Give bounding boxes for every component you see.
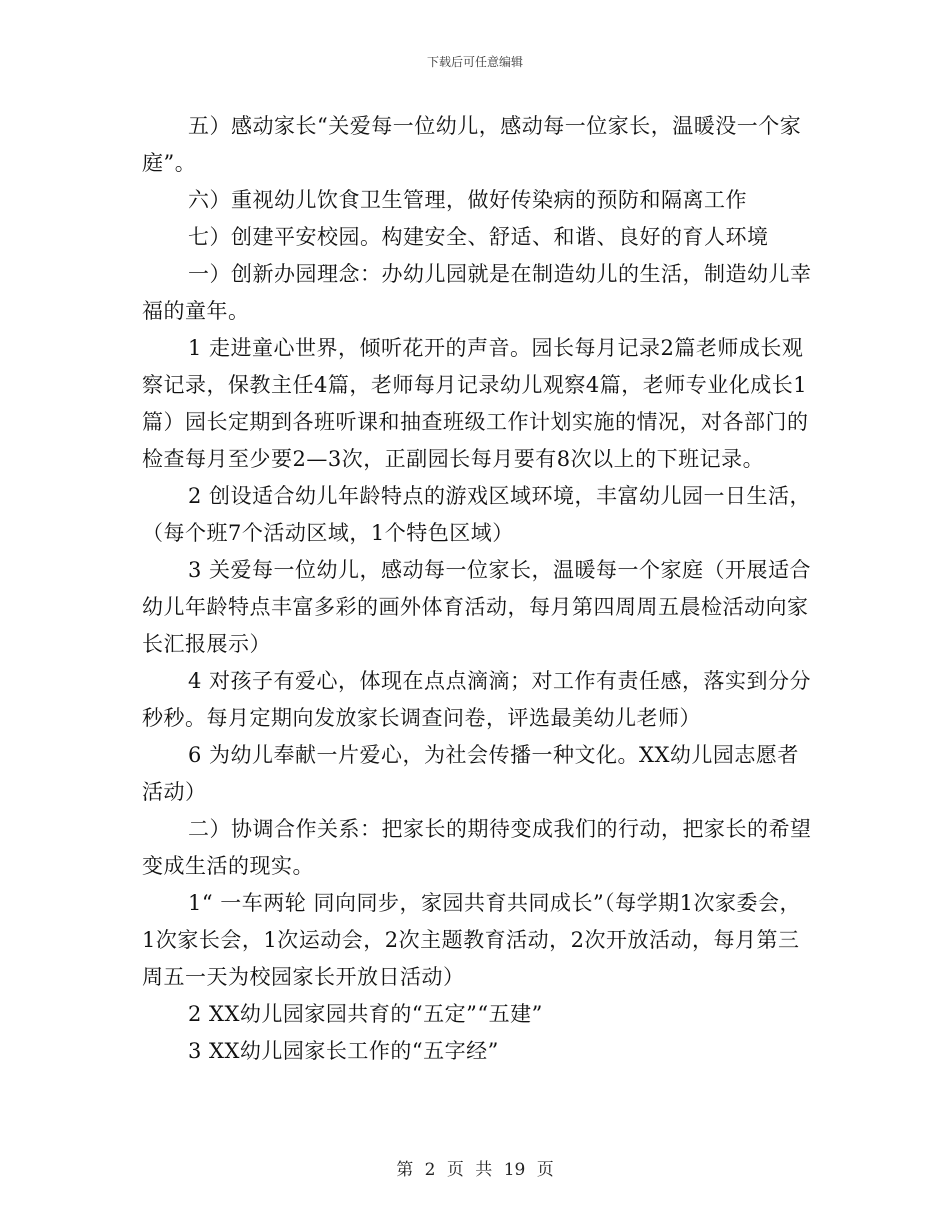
paragraph: 六）重视幼儿饮食卫生管理，做好传染病的预防和隔离工作: [188, 188, 747, 212]
paragraph: 五）感动家长“关爱每一位幼儿，感动每一位家长，温暖没一个家庭”。: [142, 114, 802, 175]
paragraph: 4 对孩子有爱心，体现在点点滴滴；对工作有责任感，落实到分分秒秒。每月定期向发放家长调查问卷，评选最美幼儿老师）: [142, 669, 812, 730]
paragraph: 一）创新办园理念：办幼儿园就是在制造幼儿的生活，制造幼儿幸福的童年。: [142, 262, 812, 323]
page-header-note: 下载后可任意编辑: [426, 55, 523, 69]
document-body: [142, 108, 812, 1070]
paragraph: 七）创建平安校园。构建安全、舒适、和谐、良好的育人环境: [188, 225, 769, 249]
paragraph: 1“ 一车两轮 同向同步，家园共育共同成长”（每学期1次家委会，1次家长会，1次运动会，2次主题教育活动，2次开放活动，每月第三周五一天为校园家长开放日活动）: [142, 891, 802, 989]
paragraph: 2 XX幼儿园家园共育的“五定”“五建”: [188, 1002, 543, 1026]
page-number: 第 2 页 共 19 页: [396, 1160, 554, 1180]
paragraph: 2 创设适合幼儿年龄特点的游戏区域环境，丰富幼儿园一日生活，（每个班7个活动区域，1个特色区域）: [142, 484, 812, 545]
paragraph: 1 走进童心世界，倾听花开的声音。园长每月记录2篇老师成长观察记录，保教主任4篇，老师每月记录幼儿观察4篇，老师专业化成长1篇）园长定期到各班听课和抽查班级工作计划实施的情况，对各部门的检查每月至少要2—3次，正副园长每月要有8次以上的下班记录。: [142, 336, 809, 471]
paragraph: 二）协调合作关系：把家长的期待变成我们的行动，把家长的希望变成生活的现实。: [142, 817, 812, 878]
paragraph: 3 关爱每一位幼儿，感动每一位家长，温暖每一个家庭（开展适合幼儿年龄特点丰富多彩的画外体育活动，每月第四周周五晨检活动向家长汇报展示）: [142, 558, 812, 656]
paragraph: 3 XX幼儿园家长工作的“五字经”: [188, 1039, 499, 1063]
paragraph: 6 为幼儿奉献一片爱心，为社会传播一种文化。XX幼儿园志愿者活动）: [142, 743, 799, 804]
